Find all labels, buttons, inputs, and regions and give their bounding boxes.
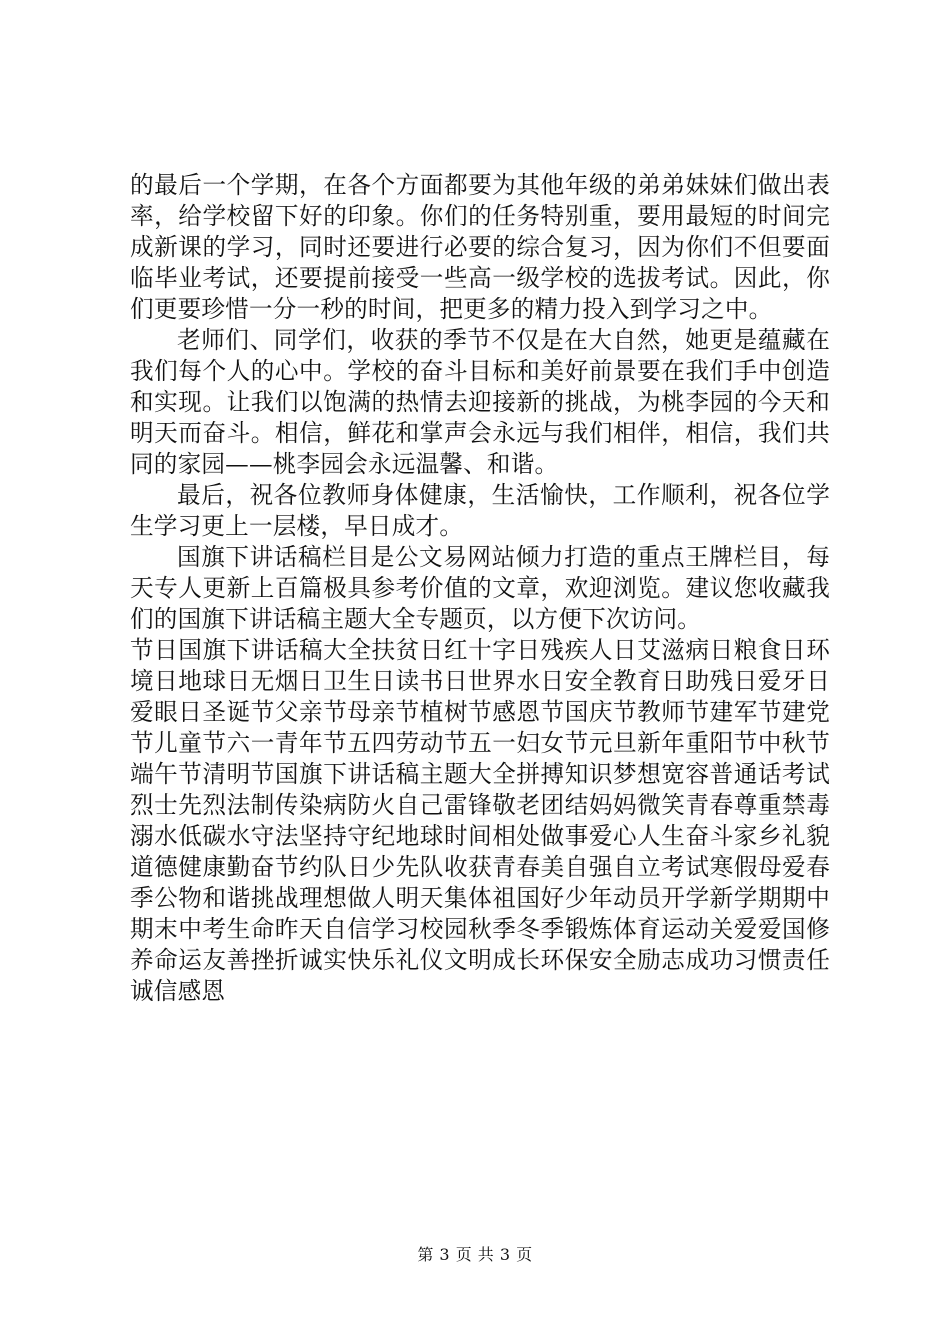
page-number-label: 第 3 页 共 3 页 [417,1245,533,1264]
page-footer [0,1245,950,1265]
paragraph-3: 最后，祝各位教师身体健康，生活愉快，工作顺利，祝各位学生学习更上一层楼，早日成才。 [130,481,830,540]
paragraph-1: 的最后一个学期，在各个方面都要为其他年级的弟弟妹妹们做出表率，给学校留下好的印象。你们的任务特别重，要用最短的时间完成新课的学习，同时还要进行必要的综合复习，因为你们不但要面临毕业考试，还要提前接受一些高一级学校的选拔考试。因此，你们更要珍惜一分一秒的时间，把更多的精力投入到学习之中。 [130,171,830,323]
paragraph-2: 老师们、同学们，收获的季节不仅是在大自然，她更是蕴藏在我们每个人的心中。学校的奋斗目标和美好前景要在我们手中创造和实现。让我们以饱满的热情去迎接新的挑战，为桃李园的今天和明天而奋斗。相信，鲜花和掌声会永远与我们相伴，相信，我们共同的家园——桃李园会永远温馨、和谐。 [130,326,830,478]
paragraph-4: 国旗下讲话稿栏目是公文易网站倾力打造的重点王牌栏目，每天专人更新上百篇极具参考价值的文章，欢迎浏览。建议您收藏我们的国旗下讲话稿主题大全专题页，以方便下次访问。 [130,543,830,633]
paragraph-5-topic-list: 节日国旗下讲话稿大全扶贫日红十字日残疾人日艾滋病日粮食日环境日地球日无烟日卫生日读书日世界水日安全教育日助残日爱牙日爱眼日圣诞节父亲节母亲节植树节感恩节国庆节教师节建军节建党节儿童节六一青年节五四劳动节五一妇女节元旦新年重阳节中秋节端午节清明节国旗下讲话稿主题大全拼搏知识梦想宽容普通话考试烈士先烈法制传染病防火自己雷锋敬老团结妈妈微笑青春尊重禁毒溺水低碳水守法坚持守纪地球时间相处做事爱心人生奋斗家乡礼貌道德健康勤奋节约队日少先队收获青春美自强自立考试寒假母爱春季公物和谐挑战理想做人明天集体祖国好少年动员开学新学期期中期末中考生命昨天自信学习校园秋季冬季锻炼体育运动关爱爱国修养命运友善挫折诚实快乐礼仪文明成长环保安全励志成功习惯责任诚信感恩 [130,636,830,1005]
document-body [130,170,830,1007]
